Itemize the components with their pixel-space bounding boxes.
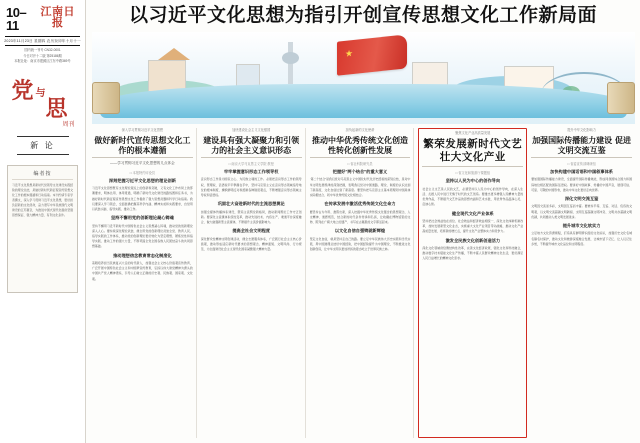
article-column-5 [531,128,635,438]
article-subhead: ——学习贯彻习近平文化思想的几点体会 [110,161,175,166]
article-byline: □ 本报特约评论员 [129,170,155,175]
article-section-heading: 健全现代文化产业体系 [451,210,494,216]
paper-name: 江南日报 [40,5,75,29]
article-section-heading: 提升城市文化软实力 [562,223,601,229]
article-section-heading: 牢牢掌握意识形态工作领导权 [223,169,279,175]
article-section-heading: 坚持以人民为中心的创作导向 [445,178,501,184]
article-body: 坚持不懈用习近平新时代中国特色社会主义思想凝心铸魂，推动党的创新理论深入人心。要持续深化理论武装，健全用党的创新理论武装全党、教育人民、指导实践的工作体系，推动党的创新理论更好转化为坚定理想、锤炼党性和指导实践、推动工作的强大力量，不断巩固全党全国各族人民团结奋斗的共同思想基础。 [92,223,193,249]
article-kicker: 聚焦文化产业高质量发展 [455,131,491,135]
paper-nameplate [36,6,79,28]
article [422,131,523,261]
editor-note-box [7,165,78,293]
article-body: 文明因交流而多彩，文明因互鉴而丰富。要秉持平等、互鉴、对话、包容的文明观，以文明交流超越文明隔阂、文明互鉴超越文明冲突、文明共存超越文明优越，共同推动人类文明发展进步。 [531,204,632,219]
article-byline: □ 省社科院研究员 [347,162,373,167]
scroll-right-icon [607,82,635,114]
article-body: 习近平文化思想既有文化理论观点上的创新和突破，又有文化工作布局上的部署要求，明体达用、体用贯通，明确了新时代文化建设的路线图和任务书，为做好新时代新征程宣传思想文化工作提供了强大思想武器和科学行动指南。我们要深入学习领会，全面准确把握其科学内涵、精神实质和实践要求，自觉用以武装头脑、指导实践、推动工作。 [92,186,193,212]
article-column-2 [201,128,306,438]
article-section-heading: 以文化自信自强铸就新辉煌 [334,228,386,234]
article-columns [92,128,635,438]
article-byline: □ 省文化和旅游厅课题组 [455,171,491,176]
section-label: 新 论 [17,136,69,155]
article-body: 深化文化领域供给侧结构性改革，完善文化经济政策，强化文化和科技融合，推动数字技术赋能文化生产传播，不断丰富人民群众精神文化生活，更好满足人民日益增长的精神文化需求。 [422,245,524,261]
logo-char-3: 思 [45,95,68,122]
article-headline: 推动中华优秀传统文化创造性转化创新性发展 [310,135,411,158]
page-title: 以习近平文化思想为指引开创宣传思想文化工作新局面 [128,4,597,26]
article [310,128,411,252]
article-headline: 加强国际传播能力建设 促进文明交流互鉴 [531,135,632,158]
article-body: 深化群众性精神文明创建活动，健全志愿服务体系，广泛践行社会主义核心价值观，推动形成适应新时代要求的思想观念、精神面貌、文明风尚、行为规范，为全面建设社会主义现代化国家凝聚强大精神力量。 [200,236,302,251]
article-headline: 做好新时代宣传思想文化工作的根本遵循 [92,135,193,158]
banner-illustration [92,32,635,124]
logo-char-2: 与 [35,87,46,99]
article [531,128,632,247]
scroll-left-icon [92,82,120,114]
masthead-column [0,0,86,443]
article-section-heading: 把握好“两个结合”的重大意义 [332,169,388,175]
logo-char-1: 党 [11,77,34,104]
masthead-meta-line-2: 今日对开十二版 第25186期 [23,53,62,58]
article-body: 要加强国际传播能力建设，全面提升国际传播效能，形成同我国综合国力和国际地位相匹配的国际话语权。要讲好中国故事、传播好中国声音，展现可信、可爱、可敬的中国形象，推动中华文化更好走向世界。 [531,177,632,192]
editor-note-text: 习近平文化思想是新时代党领导文化建设实践经验的理论总结，是做好新时代新征程宣传思想文化工作的根本遵循和行动指南。本刊约请专家学者撰文，深入学习贯彻习近平文化思想，更好担负起新的文化使命，奋力谱写中华民族现代文明建设的江苏篇章，为推进中国式现代化提供坚强思想保证、强大精神力量、有利文化条件。 [12,182,73,218]
article-section-heading: 在传承发展中激活优秀传统文化生命力 [324,201,396,207]
article-section-heading: 提高全社会文明程度 [232,228,271,234]
masthead-meta [0,46,85,63]
article-kicker: 加快建设社会主义文化强国 [232,128,271,132]
article-body: “第二个结合”是我们党对马克思主义中国化时代化历史经验的深刻总结，是对中华文明发展规律的深刻把握，表明我们党对中国道路、理论、制度的认识达到了新高度，文化自信达到了新高度。要坚持把马克思主义基本原理同中国具体实际相结合、同中华优秀传统文化相结合。 [309,177,411,198]
article-body: 坚持把社会效益放在首位、社会效益和经济效益相统一，深化文化体制机制改革，加快发展新型文化业态，实施重大文化产业项目带动战略，推动文化产业高质量发展，培育新的增长点，提升文化产业整体实力和竞争力。 [422,218,524,234]
pagoda-base-icon [148,60,186,92]
masthead-meta-line-1: 国内统一刊号 CN32-0001 [24,48,61,53]
water-graphic [100,84,627,118]
article-body: 要坚持古为今用、推陈出新，深入挖掘中华优秀传统文化蕴含的思想观念、人文精神、道德规范，结合新的时代条件传承和弘扬，让收藏在博物馆里的文物、陈列在广阔大地上的遗产、书写在古籍里的文字都活起来。 [309,209,411,225]
article-body: 坚定文化自信，就是坚持走自己的路。要立足中华民族伟大历史实践和当代实践，用中国道理总结好中国经验，把中国经验提升为中国理论，不断推进文化创新创造，让中华文明以更加昂扬的姿态屹立于世界民族之林。 [309,236,411,251]
article-section-heading: 巩固壮大奋进新时代的主流思想舆论 [217,201,285,207]
flag-star-icon: ★ [345,47,354,59]
editor-note-title: 编者按 [12,170,73,180]
article-section-heading: 深化文明交流互鉴 [564,196,599,202]
article-section-heading: 加快构建中国话语和中国叙事体系 [550,169,613,175]
article [201,128,302,252]
article [92,128,193,282]
article-kicker: 深入学习贯彻习近平文化思想 [121,128,164,132]
article-body: 着眼培养担当民族复兴大任的时代新人，加强社会主义核心价值观宣传教育，广泛开展中国特色社会主义和中国梦宣传教育，弘扬以伟大建党精神为源头的中国共产党人精神谱系，引导人们树立正确的历史观、民族观、国家观、文化观。 [92,260,193,281]
supplement-logo [10,70,76,128]
article-column-4-highlighted [418,128,527,438]
article-section-heading: 深刻把握习近平文化思想的理论创新 [108,177,176,183]
article-kicker: 提升中华文化影响力 [567,128,596,132]
article-body: 加强全媒体传播体系建设，塑造主流舆论新格局，推动新闻舆论工作守正创新。要深化主流媒体系统性变革，推动先进技术、内容生产、渠道平台深度融合，做大做强新型主流媒体，不断提升主流价值影响力。 [200,209,302,225]
article-headline: 繁荣发展新时代文艺 壮大文化产业 [422,138,523,167]
article-body: 社会主义文艺是人民的文艺，必须坚持以人民为中心的创作导向，在深入生活、扎根人民中进行无愧于时代的文艺创造。要推出更多增强人民精神力量的优秀作品，不断提升文艺作品的思想内涵和艺术水准，用优秀作品温润心灵、启迪心智。 [422,186,524,207]
article-byline: □ 省委宣传部调研组 [567,162,596,167]
logo-subtitle: 周刊 [62,120,75,128]
article-section-heading: 坚持不懈用党的创新理论凝心铸魂 [110,215,174,221]
pagoda-icon [158,48,190,60]
masthead-top [0,0,85,32]
article-byline: □ 南京大学马克思主义学院 教授 [228,162,274,167]
publication-date: 2023年11月23日 星期四 农历癸卯年十月十一 [4,39,81,43]
article-body: 立足地方文化资源禀赋，打造具有鲜明辨识度的文化标识，加强历史文化名城名镇名村保护，推动文化和旅游深度融合发展，让城市留下记忆、让人们记住乡愁，不断提升城市文化品位和文明程度。 [531,231,632,246]
page-number: 10–11 [6,5,27,33]
article-headline: 建设具有强大凝聚力和引领力的社会主义意识形态 [201,135,302,158]
tower-icon [288,42,293,84]
article-section-heading: 激发全民族文化创新创造活力 [445,237,501,243]
article-column-3 [310,128,415,438]
masthead-meta-line-3: 本报社址：南京市建邺区江东中路369号 [14,58,71,63]
article-body: 意识形态工作是为国家立心、为民族立魂的工作。必须把意识形态工作的领导权、管理权、话语权牢牢掌握在手中，坚持马克思主义在意识形态领域指导地位的根本制度，旗帜鲜明反对和抵制各种错误观点，不断增强意识形态领域主导权和话语权。 [200,177,302,198]
article-kicker: 担负起新的文化使命 [345,128,375,132]
article-section-heading: 推动理想信念教育常态化制度化 [113,252,172,258]
article-column-1 [92,128,197,438]
